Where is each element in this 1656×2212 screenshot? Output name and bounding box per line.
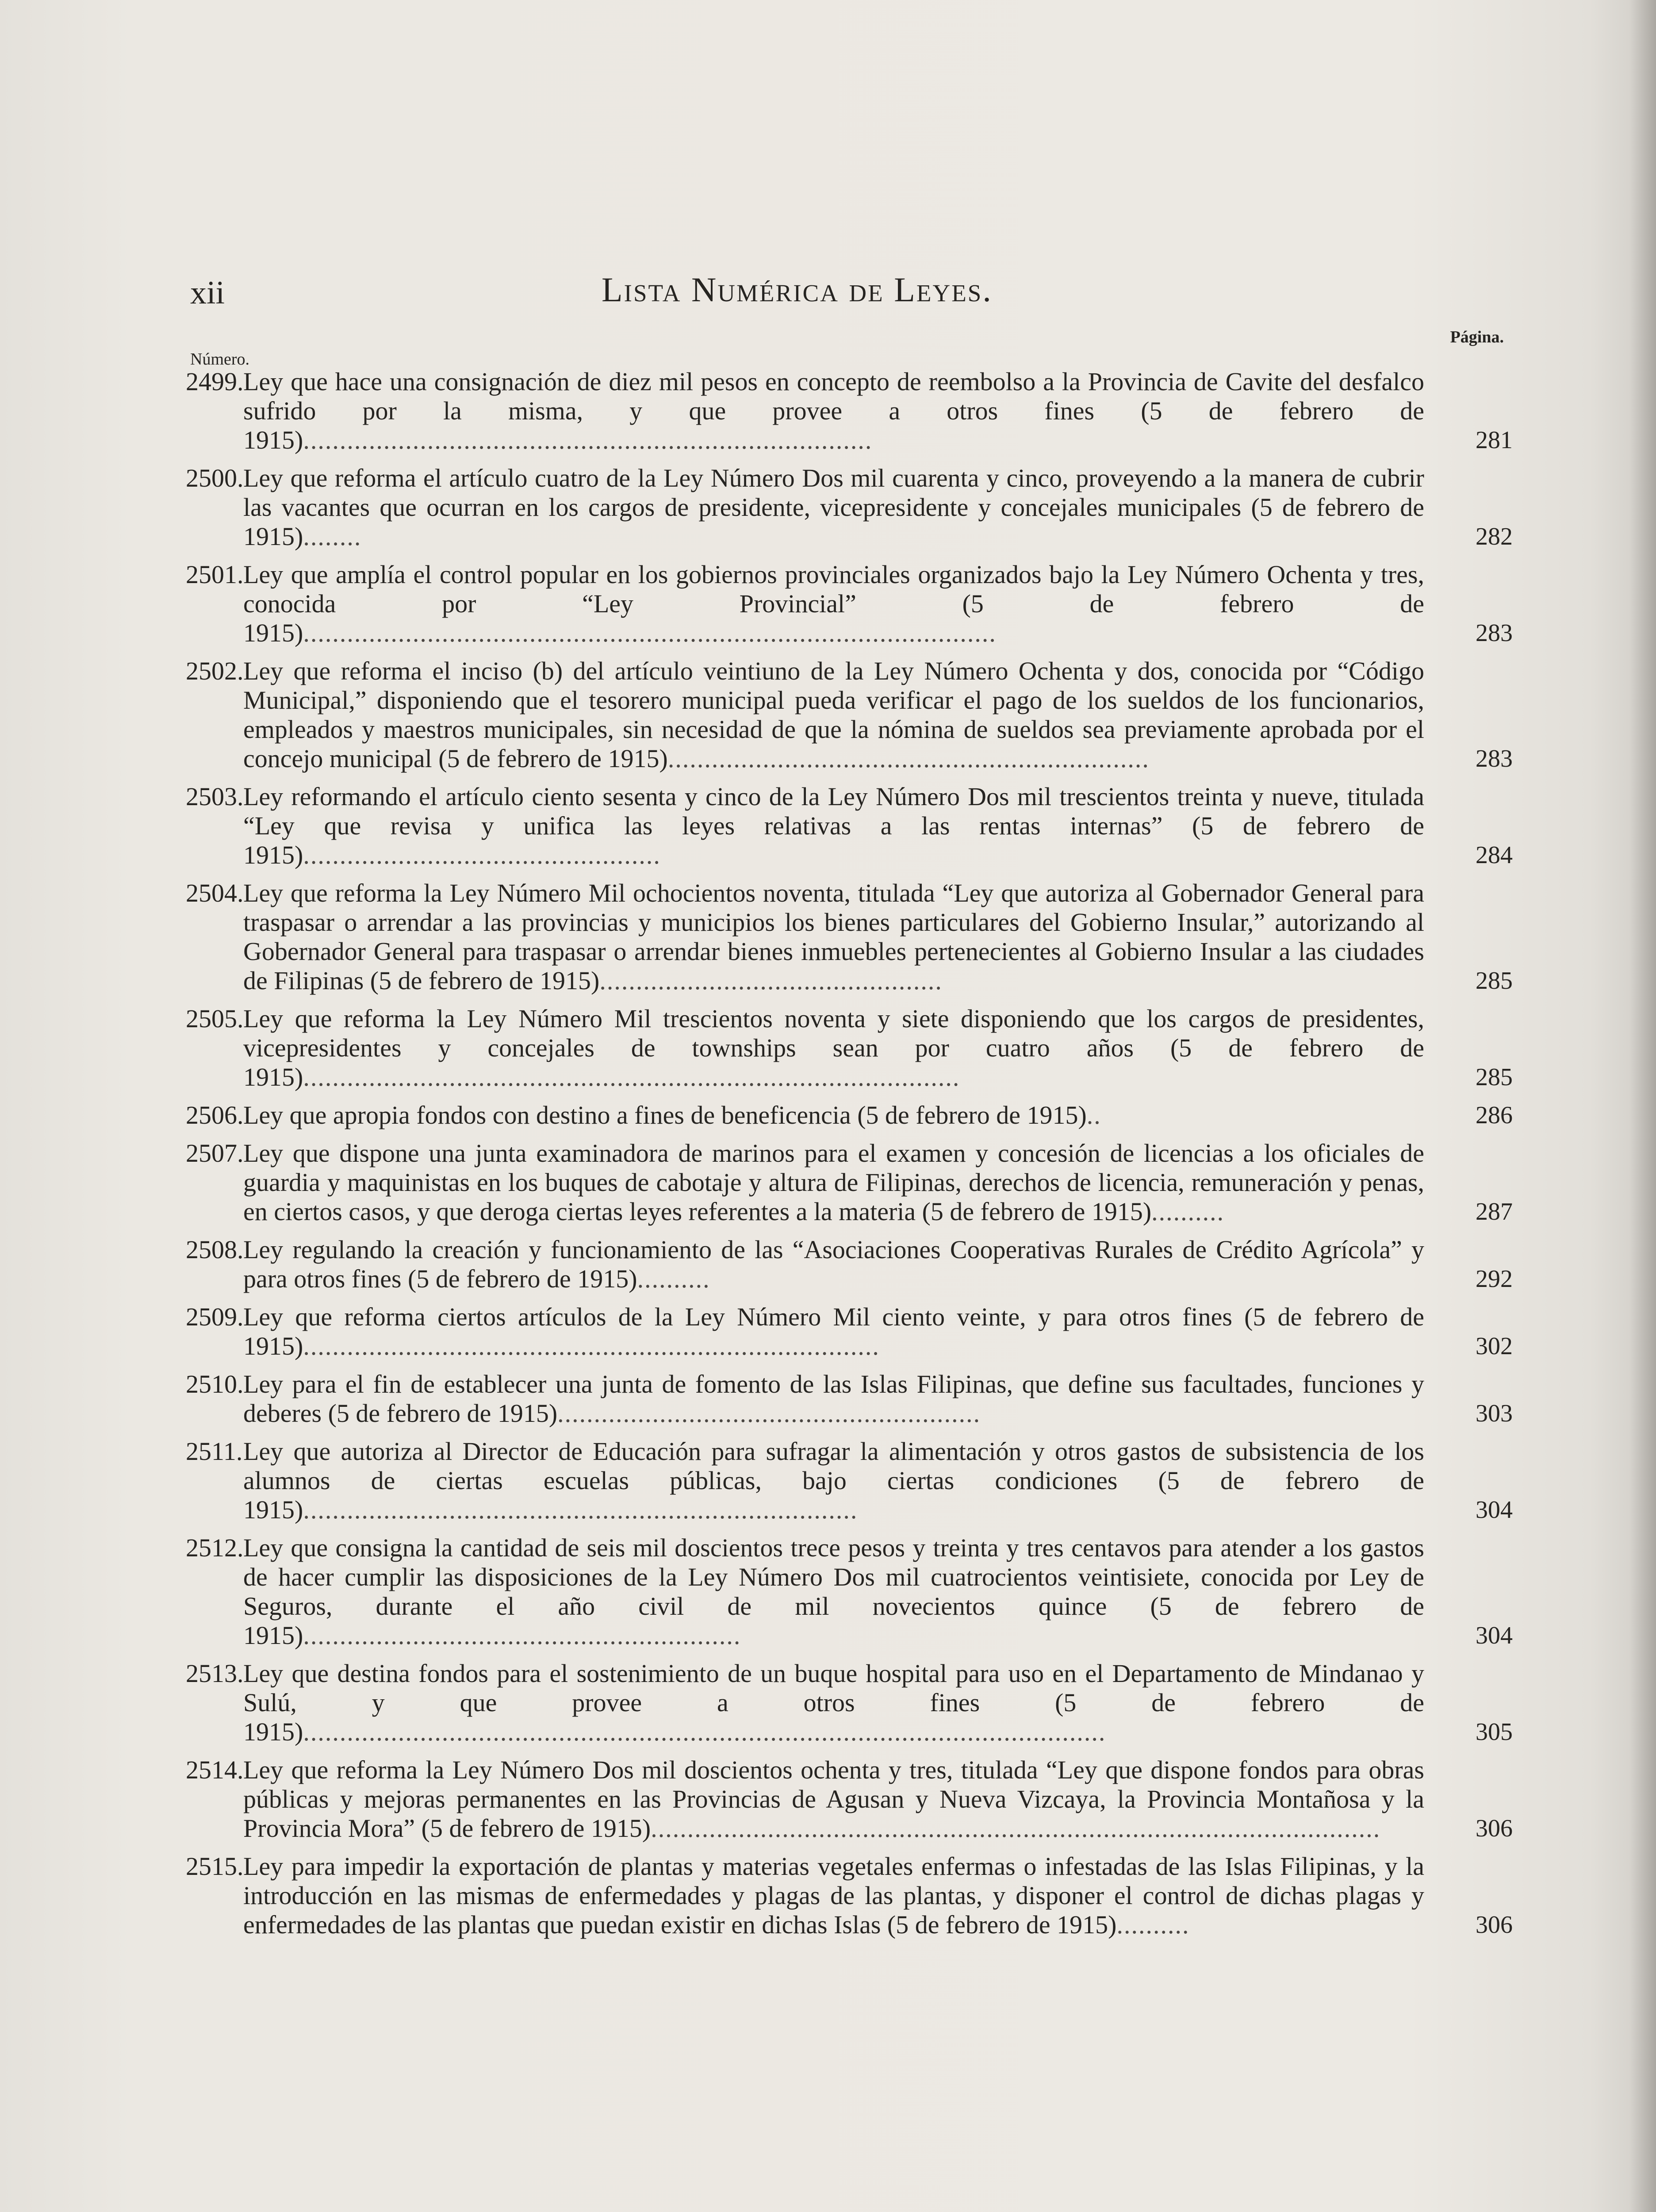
law-title: Ley que reforma la Ley Número Mil trescientos noventa y siete disponiendo que los cargos de presidentes, vicepresidentes y concejales de townships sean por cuatro años (5 de febrero de 1915).......................................................................................... [243,1004,1424,1091]
page-number: 306 [1476,1911,1513,1939]
law-entry [186,1235,1513,1294]
law-number: 2509. [186,1302,244,1331]
law-list [186,367,1513,1948]
law-title: Ley que destina fondos para el sostenimiento de un buque hospital para uso en el Departamento de Mindanao y Sulú, y que provee a otros fines (5 de febrero de 1915).............................................................................................................. [243,1659,1424,1746]
dot-leader: ............................................... [599,966,943,995]
law-entry [186,1139,1513,1226]
law-title: Ley que amplía el control popular en los gobiernos provinciales organizados bajo la Ley Número Ochenta y tres, conocida por “Ley Provincial” (5 de febrero de 1915)............................................................................................... [243,560,1424,647]
dot-leader: .................................................................. [667,744,1150,773]
dot-leader: .......................................................... [557,1399,981,1428]
law-number: 2504. [186,879,244,907]
page-number: 285 [1476,967,1513,995]
dot-leader: .............................................................................. [303,426,873,454]
law-entry [186,367,1513,455]
page-number: 306 [1476,1815,1513,1842]
law-title: Ley que reforma el artículo cuatro de la Ley Número Dos mil cuarenta y cinco, proveyendo a la manera de cubrir las vacantes que ocurran en los cargos de presidente, vicepresidente y concejales municipales (5 de febrero de 1915)........ [243,464,1424,551]
page-folio: xii [190,275,225,311]
law-number: 2500. [186,464,244,492]
law-number: 2512. [186,1533,244,1562]
law-title: Ley que reforma el inciso (b) del artículo veintiuno de la Ley Número Ochenta y dos, conocida por “Código Municipal,” disponiendo que el tesorero municipal pueda verificar el pago de los sueldos de los funcionarios, empleados y maestros municipales, sin necesidad de que la nómina de sueldos sea previamente aprobada por el concejo municipal (5 de febrero de 1915).................................................................. [243,657,1424,773]
page-number: 282 [1476,523,1513,550]
dot-leader: ............................................................................... [303,1332,880,1360]
dot-leader: ............................................................................................... [303,618,997,647]
law-title: Ley que hace una consignación de diez mil pesos en concepto de reembolso a la Provincia de Cavite del desfalco sufrido por la misma, y que provee a otros fines (5 de febrero de 1915).............................................................................. [243,367,1424,454]
law-entry [186,464,1513,551]
law-entry [186,879,1513,995]
law-number: 2505. [186,1004,244,1033]
page-number: 283 [1476,619,1513,647]
law-entry [186,1302,1513,1361]
law-title: Ley que consigna la cantidad de seis mil doscientos trece pesos y treinta y tres centavos para atender a los gastos de hacer cumplir las disposiciones de la Ley Número Dos mil cuatrocientos veintisiete, conocida por Ley de Seguros, durante el año civil de mil novecientos quince (5 de febrero de 1915)............................................................ [243,1533,1424,1650]
law-number: 2499. [186,367,244,396]
dot-leader: .......... [1151,1197,1225,1226]
law-entry [186,1437,1513,1525]
page-number: 292 [1476,1265,1513,1293]
law-number: 2502. [186,657,244,685]
dot-leader: ............................................................ [303,1621,741,1650]
law-entry [186,1004,1513,1092]
law-title: Ley que dispone una junta examinadora de marinos para el examen y concesión de licencias a los oficiales de guardia y maquinistas en los buques de cabotaje y altura de Filipinas, derechos de licencia, remuneración y penas, en ciertos casos, y que deroga ciertas leyes referentes a la materia (5 de febrero de 1915).......... [243,1139,1424,1226]
law-title: Ley que apropia fondos con destino a fines de beneficencia (5 de febrero de 1915).. [243,1101,1101,1129]
law-entry [186,1370,1513,1428]
law-title: Ley que autoriza al Director de Educación para sufragar la alimentación y otros gastos de subsistencia de los alumnos de ciertas escuelas públicas, bajo ciertas condiciones (5 de febrero de 1915)............................................................................ [243,1437,1424,1524]
law-entry [186,782,1513,870]
law-title: Ley que reforma la Ley Número Dos mil doscientos ochenta y tres, titulada “Ley que dispone fondos para obras públicas y mejoras permanentes en las Provincias de Agusan y Nueva Vizcaya, la Provincia Montañosa y la Provincia Mora” (5 de febrero de 1915).................................................................................................... [243,1755,1424,1843]
dot-leader: ............................................................................ [303,1495,858,1524]
law-title: Ley reformando el artículo ciento sesenta y cinco de la Ley Número Dos mil trescientos treinta y nueve, titulada “Ley que revisa y unifica las leyes relativas a las rentas internas” (5 de febrero de 1915)................................................. [243,782,1424,869]
dot-leader: .................................................................................................... [651,1814,1381,1843]
law-number: 2515. [186,1852,244,1881]
page-number: 287 [1476,1198,1513,1225]
page-number: 304 [1476,1622,1513,1649]
law-number: 2503. [186,782,244,811]
law-number: 2506. [186,1101,244,1129]
law-entry [186,657,1513,773]
dot-leader: .......................................................................................... [303,1063,960,1091]
binding-shadow [1629,0,1656,2212]
law-number: 2513. [186,1659,244,1688]
running-title: Lista Numérica de Leyes. [602,270,993,309]
page-column-label: Página. [1450,328,1504,346]
law-title: Ley que reforma la Ley Número Mil ochocientos noventa, titulada “Ley que autoriza al Gobernador General para traspasar o arrendar a las provincias y municipios los bienes particulares del Gobierno Insular,” autorizando al Gobernador General para traspasar o arrendar bienes inmuebles pertenecientes al Gobierno Insular a las ciudades de Filipinas (5 de febrero de 1915)............................................... [243,879,1424,995]
law-number: 2511. [186,1437,243,1466]
dot-leader: .............................................................................................................. [303,1717,1106,1746]
dot-leader: ................................................. [303,841,661,869]
law-title: Ley para el fin de establecer una junta de fomento de las Islas Filipinas, que define sus facultades, funciones y deberes (5 de febrero de 1915).......................................................... [243,1370,1424,1428]
law-entry [186,1101,1513,1130]
dot-leader: .. [1086,1101,1101,1129]
page-number: 304 [1476,1496,1513,1524]
page-number: 281 [1476,426,1513,454]
column-labels [190,327,1504,369]
law-entry [186,1533,1513,1650]
law-number: 2507. [186,1139,244,1167]
number-column-label: Número. [190,350,250,369]
dot-leader: .......... [637,1264,710,1293]
law-number: 2510. [186,1370,244,1398]
law-entry [186,1659,1513,1747]
page-number: 302 [1476,1333,1513,1360]
page-number: 283 [1476,745,1513,772]
law-number: 2501. [186,560,244,589]
dot-leader: .......... [1116,1910,1190,1939]
law-number: 2514. [186,1755,244,1784]
page-number: 285 [1476,1064,1513,1091]
page-number: 284 [1476,841,1513,869]
law-title: Ley regulando la creación y funcionamiento de las “Asociaciones Cooperativas Rurales de Crédito Agrícola” y para otros fines (5 de febrero de 1915).......... [243,1235,1424,1293]
law-title: Ley que reforma ciertos artículos de la Ley Número Mil ciento veinte, y para otros fines (5 de febrero de 1915)............................................................................... [243,1302,1424,1360]
law-entry [186,560,1513,648]
law-entry [186,1755,1513,1843]
dot-leader: ........ [303,522,362,551]
page-header [190,265,1482,314]
law-entry [186,1852,1513,1939]
law-title: Ley para impedir la exportación de plantas y materias vegetales enfermas o infestadas de las Islas Filipinas, y la introducción en las mismas de enfermedades y plagas de las plantas, y disponer el control de dichas plagas y enfermedades de las plantas que puedan existir en dichas Islas (5 de febrero de 1915).......... [243,1852,1424,1939]
law-number: 2508. [186,1235,244,1264]
page-number: 286 [1476,1102,1513,1129]
page-number: 305 [1476,1718,1513,1746]
page-number: 303 [1476,1400,1513,1427]
